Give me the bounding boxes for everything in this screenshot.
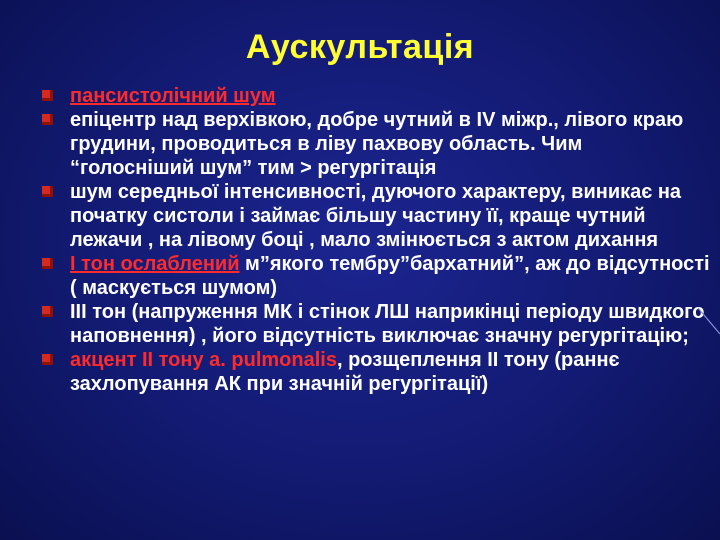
square-bullet-icon [42, 306, 53, 317]
square-bullet-icon [42, 258, 53, 269]
bullet-highlight: пансистолічний шум [70, 85, 276, 107]
square-bullet-icon [42, 186, 53, 197]
decorative-line [698, 300, 720, 340]
square-bullet-icon [42, 354, 53, 365]
bullet-text: м”якого тембру”бархатний”, аж до відсутності ( маскується шумом) [70, 253, 710, 299]
slide-title: Аускультація [245, 28, 475, 66]
bullet-highlight: І тон ослаблений [70, 253, 240, 275]
bullet-item [42, 348, 712, 396]
square-bullet-icon [42, 90, 53, 101]
bullet-text: ІІІ тон (напруження МК і стінок ЛШ наприкінці періоду швидкого наповнення) , його відсутність виключає значну регургітацію; [70, 301, 705, 347]
square-bullet-icon [42, 114, 53, 125]
bullet-item [42, 180, 712, 252]
bullet-item [42, 252, 712, 300]
bullet-highlight: акцент ІІ тону a. pulmonalis [70, 349, 337, 371]
bullet-item [42, 300, 712, 348]
bullet-text: , розщеплення ІІ тону (раннє захлопування АК при значній регургітації) [70, 349, 620, 395]
bullet-item [42, 84, 712, 108]
bullet-text: епіцентр над верхівкою, добре чутний в IV міжр., лівого краю грудини, проводиться в ліву пахвову область. Чим “голосніший шум” тим > регургітація [70, 109, 684, 179]
bullet-text: шум середньої інтенсивності, дуючого характеру, виникає на початку систоли і займає більшу частину її, краще чутний лежачи , на лівому боці , мало змінюється з актом дихання [70, 181, 682, 251]
bullet-list [42, 84, 712, 396]
bullet-item [42, 108, 712, 180]
